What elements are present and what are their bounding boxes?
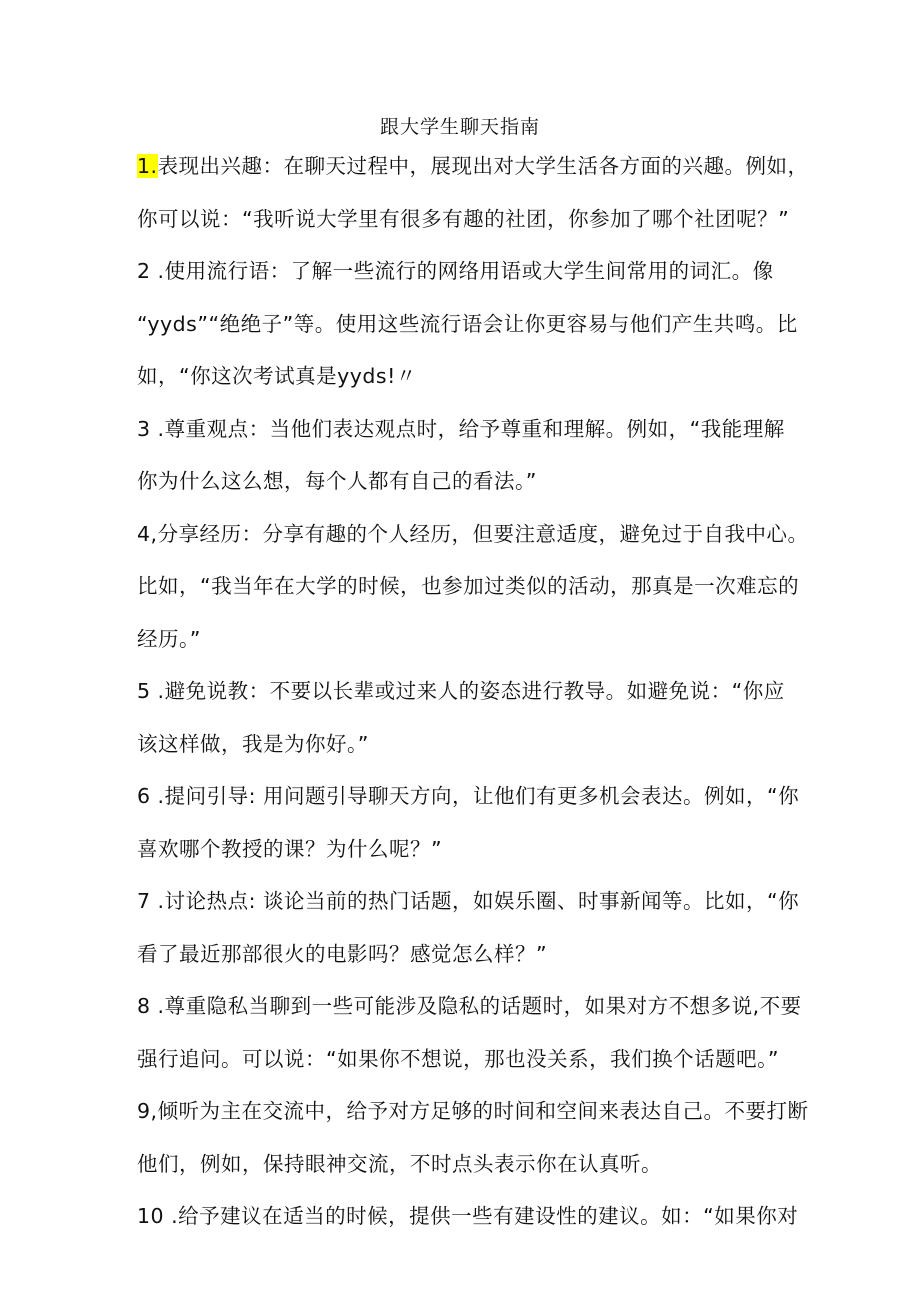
- item-number: 4,: [137, 521, 158, 546]
- paragraph-text: 表现出兴趣：在聊天过程中，展现出对大学生活各方面的兴趣。例如，: [157, 154, 809, 178]
- document-body: [137, 140, 809, 1243]
- paragraph-line: [137, 1138, 787, 1191]
- paragraph-text: 如，“你这次考试真是yyds!〃: [137, 364, 417, 388]
- paragraph-line: [137, 613, 787, 666]
- paragraph-line: [137, 770, 800, 823]
- paragraph-text: 倾听为主在交流中，给予对方足够的时间和空间来表达自己。不要打断: [157, 1099, 809, 1123]
- paragraph-line: [137, 1190, 799, 1243]
- paragraph-text: 你为什么这么想，每个人都有自己的看法。”: [137, 469, 537, 493]
- paragraph-text: 喜欢哪个教授的课？为什么呢？”: [137, 836, 443, 861]
- paragraph-line: [137, 928, 787, 981]
- item-number: 6 .: [137, 784, 165, 808]
- paragraph-text: 避免说教：不要以长辈或过来人的姿态进行教导。如避免说：“你应: [164, 679, 785, 703]
- paragraph-line: [137, 980, 802, 1033]
- paragraph-text: 看了最近那部很火的电影吗？感觉怎么样？”: [137, 941, 548, 966]
- item-number: 10 .: [137, 1204, 179, 1228]
- paragraph-text: 他们，例如，保持眼神交流，不时点头表示你在认真听。: [137, 1151, 662, 1176]
- paragraph-text: 强行追问。可以说：“如果你不想说，那也没关系，我们换个话题吧。”: [137, 1046, 779, 1071]
- item-number: 2 .: [137, 259, 165, 283]
- item-number: 8 .: [137, 994, 165, 1018]
- paragraph-line: [137, 875, 800, 928]
- item-number: 5 .: [137, 679, 165, 703]
- paragraph-text: 比如，“我当年在大学的时候，也参加过类似的活动，那真是一次难忘的: [137, 574, 800, 598]
- paragraph-text: “yyds”“绝绝子”等。使用这些流行语会让你更容易与他们产生共鸣。比: [137, 311, 798, 336]
- document-title: 跟大学生聊天指南: [379, 116, 540, 138]
- paragraph-text: 讨论热点: 谈论当前的热门话题，如娱乐圈、时事新闻等。比如，“你: [164, 889, 800, 913]
- paragraph-line: [137, 1033, 787, 1086]
- paragraph-line: [137, 665, 787, 718]
- paragraph-text: 尊重观点：当他们表达观点时，给予尊重和理解。例如，“我能理解: [164, 416, 785, 441]
- paragraph-text: 该这样做，我是为你好。”: [137, 731, 369, 756]
- paragraph-line: [137, 455, 787, 508]
- item-number: 9,: [137, 1099, 158, 1123]
- highlighted-item-number: 1.: [137, 154, 158, 178]
- paragraph-line: [137, 560, 800, 613]
- paragraph-line: [137, 193, 790, 246]
- paragraph-text: 你可以说：“我听说大学里有很多有趣的社团，你参加了哪个社团呢？”: [137, 206, 790, 231]
- item-number: 7 .: [137, 889, 165, 913]
- paragraph-text: 给予建议在适当的时候，提供一些有建设性的建议。如：“如果你对: [178, 1204, 799, 1228]
- item-number: 3 .: [137, 416, 165, 441]
- paragraph-text: 使用流行语：了解一些流行的网络用语或大学生间常用的词汇。像: [164, 259, 774, 283]
- paragraph-line: [137, 350, 787, 403]
- paragraph-line: [137, 718, 787, 771]
- paragraph-line: [137, 245, 787, 298]
- paragraph-line: [137, 403, 787, 456]
- paragraph-text: 经历。”: [137, 626, 201, 651]
- paragraph-line: [137, 508, 809, 561]
- paragraph-text: 分享经历：分享有趣的个人经历，但要注意适度，避免过于自我中心。: [157, 521, 809, 546]
- paragraph-text: 尊重隐私当聊到一些可能涉及隐私的话题时，如果对方不想多说,不要: [164, 994, 802, 1018]
- paragraph-line: [137, 823, 787, 876]
- paragraph-line: [137, 1085, 809, 1138]
- paragraph-line: [137, 140, 809, 193]
- paragraph-line: [137, 298, 798, 351]
- paragraph-text: 提问引导: 用问题引导聊天方向，让他们有更多机会表达。例如，“你: [164, 784, 800, 808]
